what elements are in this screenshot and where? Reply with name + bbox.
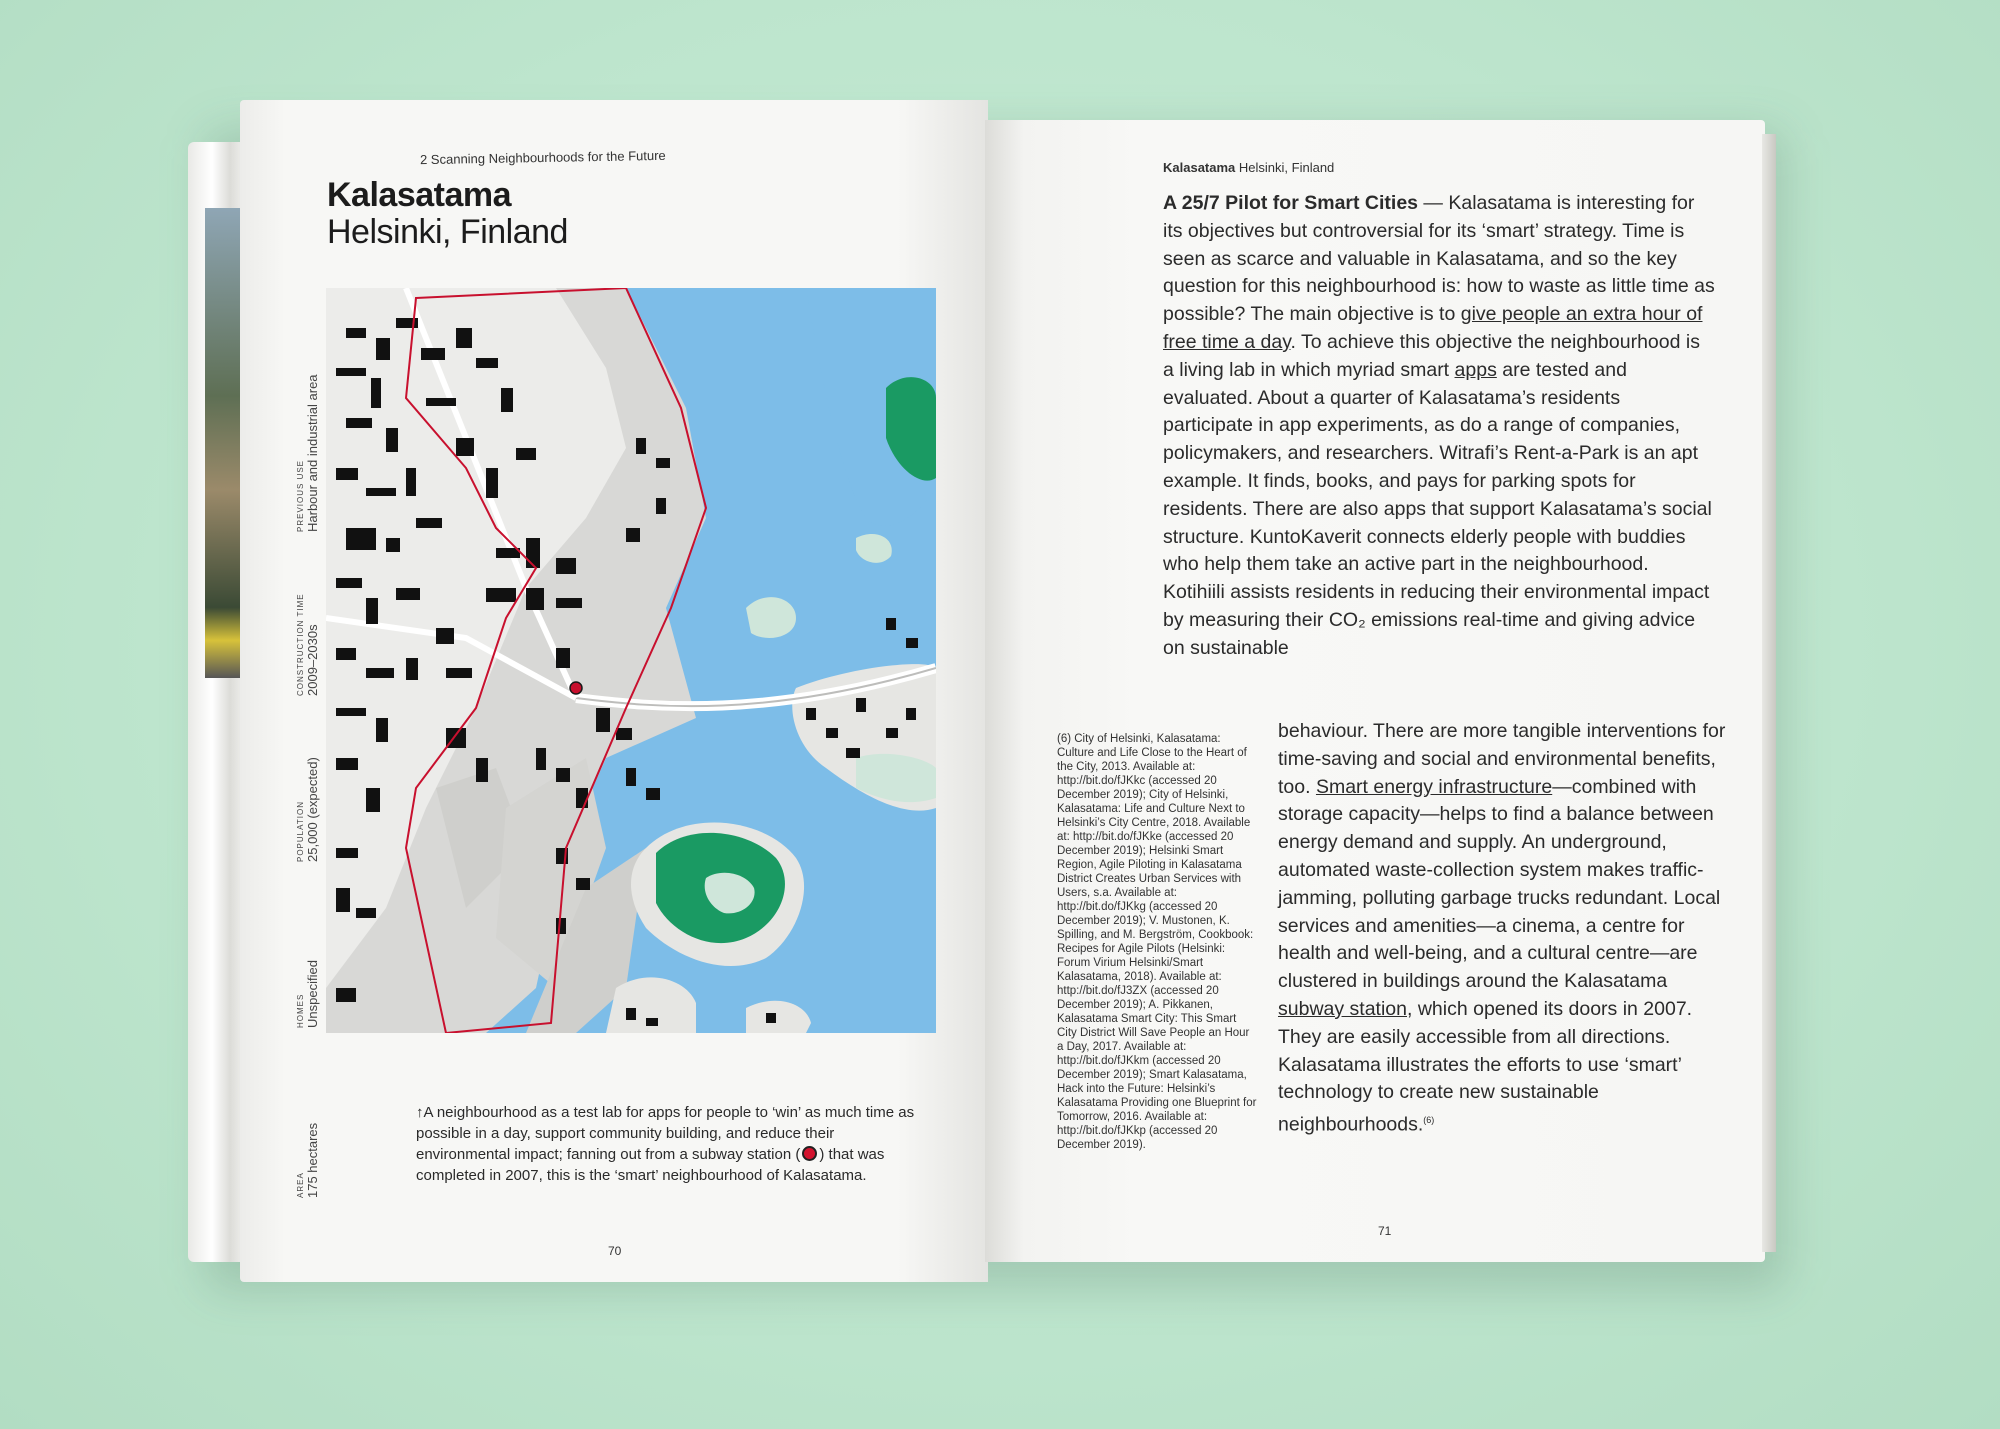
stat-label: PREVIOUS USE [296,459,305,532]
page-title: Kalasatama [327,176,512,214]
stat-construction-time [296,593,320,696]
underlined-phrase: apps [1454,358,1497,381]
stat-label: POPULATION [296,801,305,862]
page-subtitle: Helsinki, Finland [327,213,568,251]
underlined-phrase: Smart energy infrastructure [1315,775,1553,798]
caption-text-end: ) that was completed in 2007, this is the ‘smart’ neighbourhood of Kalasatama. [416,1146,885,1184]
underlying-page-photo-strip [205,208,241,678]
body-text-continued [1278,718,1728,1139]
body-part: — Kalasatama is interesting for its objectives but controversial for its ‘smart’ strategy. Time is seen as scarce and valuable in Kalasatama, and so the key question for this neighbourhood is: how to waste as little time as possible? The main objective is to [1163,192,1715,326]
caption-text-start: ↑A neighbourhood as a test lab for apps for people to ‘win’ as much time as possible in a day, support community building, and reduce their environmental impact; fanning out from a subway station ( [416,1104,915,1163]
stat-value: Unspecified [305,960,320,1028]
stat-value: 2009–2030s [305,624,320,696]
neighbourhood-map [326,288,936,1033]
body-part: . To achieve this objective the neighbourhood is a living lab in which myriad smart [1163,330,1700,381]
map-caption [416,1102,926,1186]
stat-value: Harbour and industrial area [305,374,320,532]
subway-station-marker-icon [802,1146,817,1161]
page-number-left: 70 [608,1244,622,1258]
stat-label: CONSTRUCTION TIME [296,593,305,696]
stat-previous-use [296,374,320,532]
stat-label: AREA [296,1172,305,1198]
section-lead: A 25/7 Pilot for Smart Cities [1163,192,1419,214]
running-head-right [1163,160,1334,175]
running-head-rest: Helsinki, Finland [1238,160,1335,175]
body-part: —combined with storage capacity—helps to find a balance between energy demand and supply. An underground, automated waste-collection system makes traffic-jamming, polluting garbage trucks redundant. Local services and amenities—a cinema, a centre for health and well-being, and a cultural centre—are clustered in buildings around the Kalasatama [1278,775,1721,993]
body-part: behaviour. There are more tangible interventions for time-saving and social and environmental benefits, too. [1278,720,1726,798]
body-part: are tested and evaluated. About a quarter of Kalasatama’s residents participate in app experiments, as do a range of companies, policymakers, and researchers. Witrafi’s Rent-a-Park is an apt example. It finds, books, and pays for parking spots for residents. There are also apps that support Kalasatama’s social structure. KuntoKaverit connects elderly people with buddies who help them take an active part in the neighbourhood. Kotihiili assists residents in reducing their environmental impact by measuring their CO₂ emissions real-time and giving advice on sustainable [1163,358,1712,659]
running-head-bold: Kalasatama [1163,160,1236,175]
stat-homes [296,960,320,1028]
stat-label: HOMES [296,993,305,1028]
underlined-phrase: give people an extra hour of free time a day [1163,303,1703,353]
stat-area [296,1123,320,1198]
stat-population [296,757,320,862]
body-text-main [1163,190,1715,663]
body-part: , which opened its doors in 2007. They are easily accessible from all directions. Kalasatama illustrates the efforts to use ‘smart’ technology to create new sustainable neighbourhoods. [1278,997,1693,1136]
page-number-right: 71 [1378,1224,1392,1238]
stat-value: 25,000 (expected) [305,757,320,862]
running-head-left: 2 Scanning Neighbourhoods for the Future [419,147,666,168]
underlined-phrase: subway station [1278,997,1407,1020]
book-page-edges-right [1762,134,1776,1252]
stat-value: 175 hectares [305,1122,320,1198]
footnote-marker: (6) [1423,1115,1435,1126]
footnote: (6) City of Helsinki, Kalasatama: Culture and Life Close to the Heart of the City, 2013. Available at: http://bit.do/fJKkc (accessed 20 December 2019); City of Helsinki, Kalasatama: Life and Culture Next to Helsinki’s City Centre, 2018. Available at: http://bit.do/fJKke (accessed 20 December 2019); Helsinki Smart Region, Agile Piloting in Kalasatama District Creates Urban Services with Users, s.a. Available at: http://bit.do/fJKkg (accessed 20 December 2019); V. Mustonen, K. Spilling, and M. Bergström, Cookbook: Recipes for Agile Pilots (Helsinki: Forum Virium Helsinki/Smart Kalasatama, 2018). Available at: http://bit.do/fJ3ZX (accessed 20 December 2019); A. Pikkanen, Kalasatama Smart City: This Smart City District Will Save People an Hour a Day, 2017. Available at: http://bit.do/fJKkm (accessed 20 December 2019); Smart Kalasatama, Hack into the Future: Helsinki’s Kalasatama Providing one Blueprint for Tomorrow, 2016. Available at: http://bit.do/fJKkp (accessed 20 December 2019). [1057,733,1257,1151]
